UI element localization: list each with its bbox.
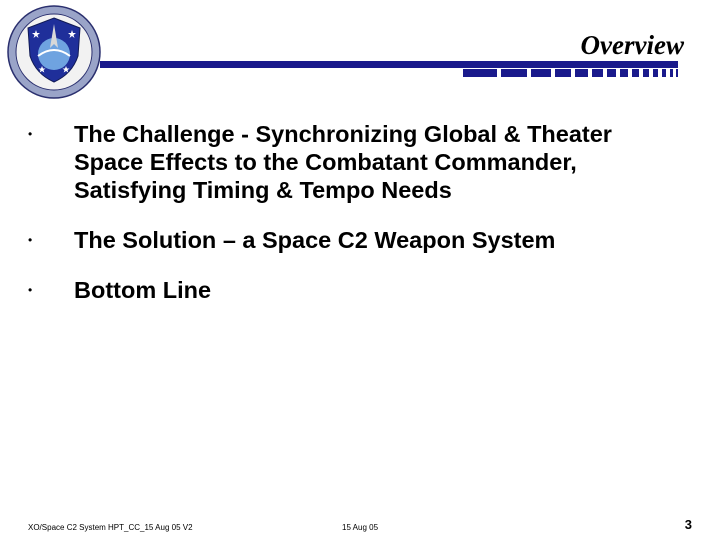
underline-segment bbox=[575, 69, 588, 77]
air-force-space-command-emblem-icon bbox=[6, 4, 102, 100]
underline-segment bbox=[463, 69, 497, 77]
underline-segment bbox=[620, 69, 628, 77]
underline-segment bbox=[632, 69, 639, 77]
underline-segment bbox=[555, 69, 571, 77]
page-number: 3 bbox=[684, 517, 692, 532]
bullet-text: The Challenge - Synchronizing Global & Theater Space Effects to the Combatant Commander, Satisfying Timing & Tempo Needs bbox=[74, 121, 612, 203]
underline-segment bbox=[607, 69, 616, 77]
bullet-text: The Solution – a Space C2 Weapon System bbox=[74, 227, 556, 253]
bullet-icon: • bbox=[28, 233, 33, 247]
slide-title: Overview bbox=[580, 30, 684, 60]
underline-segment bbox=[676, 69, 678, 77]
underline-segment bbox=[501, 69, 527, 77]
bullet-item-challenge bbox=[28, 120, 668, 204]
footer-date: 15 Aug 05 bbox=[342, 523, 379, 532]
title-underline-bar bbox=[100, 61, 678, 68]
bullet-item-solution bbox=[28, 226, 668, 254]
underline-segment bbox=[643, 69, 649, 77]
underline-segment bbox=[531, 69, 551, 77]
bullet-list bbox=[28, 120, 668, 304]
underline-segment bbox=[662, 69, 666, 77]
bullet-item-bottom-line bbox=[28, 276, 668, 304]
bullet-icon: • bbox=[28, 127, 33, 141]
bullet-icon: • bbox=[28, 283, 33, 297]
bullet-text: Bottom Line bbox=[74, 277, 212, 303]
footer-document-name: XO/Space C2 System HPT_CC_15 Aug 05 V2 bbox=[28, 523, 193, 532]
underline-segment bbox=[670, 69, 673, 77]
underline-segment bbox=[653, 69, 658, 77]
underline-segment bbox=[592, 69, 603, 77]
